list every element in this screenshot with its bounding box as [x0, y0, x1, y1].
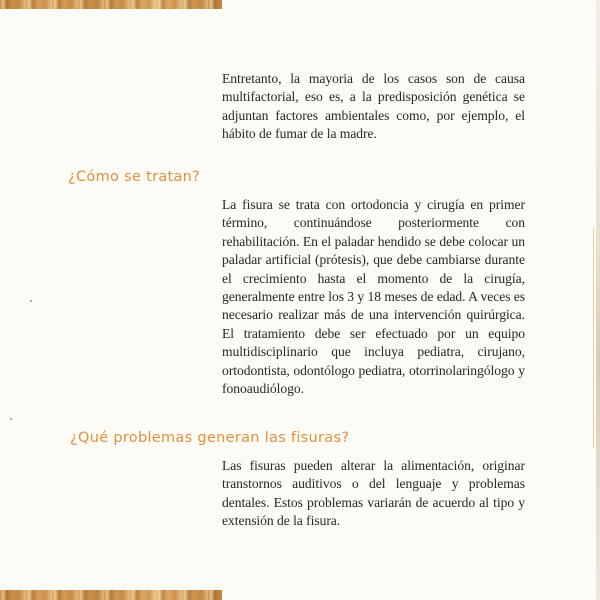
intro-paragraph: Entretanto, la mayoria de los casos son de causa multifactorial, eso es, a la predisposición genética se adjuntan factores ambientales como, por ejemplo, el hábito de fumar de la madre. [222, 71, 525, 142]
page-edge-shadow [593, 228, 594, 448]
treatment-heading: ¿Cómo se tratan? [68, 169, 201, 185]
paper-speck [30, 300, 32, 302]
page-right-edge [596, 0, 600, 600]
treatment-paragraph: La fisura se trata con ortodoncia y cirugía en primer término, continuándose posteriormente con rehabilitación. En el paladar hendido se debe colocar un paladar artificial (prótesis), que debe cambiarse durante el crecimiento hasta el momento de la cirugía, generalmente entre los 3 y 18 meses de edad. A veces es necesario realizar más de una intervención quirúrgica. El tratamiento debe ser efectuado por un equipo multidisciplinario que incluya pediatra, cirujano, ortodontista, odontólogo pediatra, otorrinolaringólogo y fonoaudiólogo. [222, 197, 526, 397]
top-wood-border [0, 0, 222, 9]
bottom-wood-border [0, 590, 222, 600]
problems-paragraph: Las fisuras pueden alterar la alimentación, originar transtornos auditivos o del lenguaje y problemas dentales. Estos problemas variarán de acuerdo al tipo y extensión de la fisura. [222, 458, 525, 529]
problems-heading: ¿Qué problemas generan las fisuras? [70, 430, 350, 446]
paper-speck [10, 418, 12, 420]
